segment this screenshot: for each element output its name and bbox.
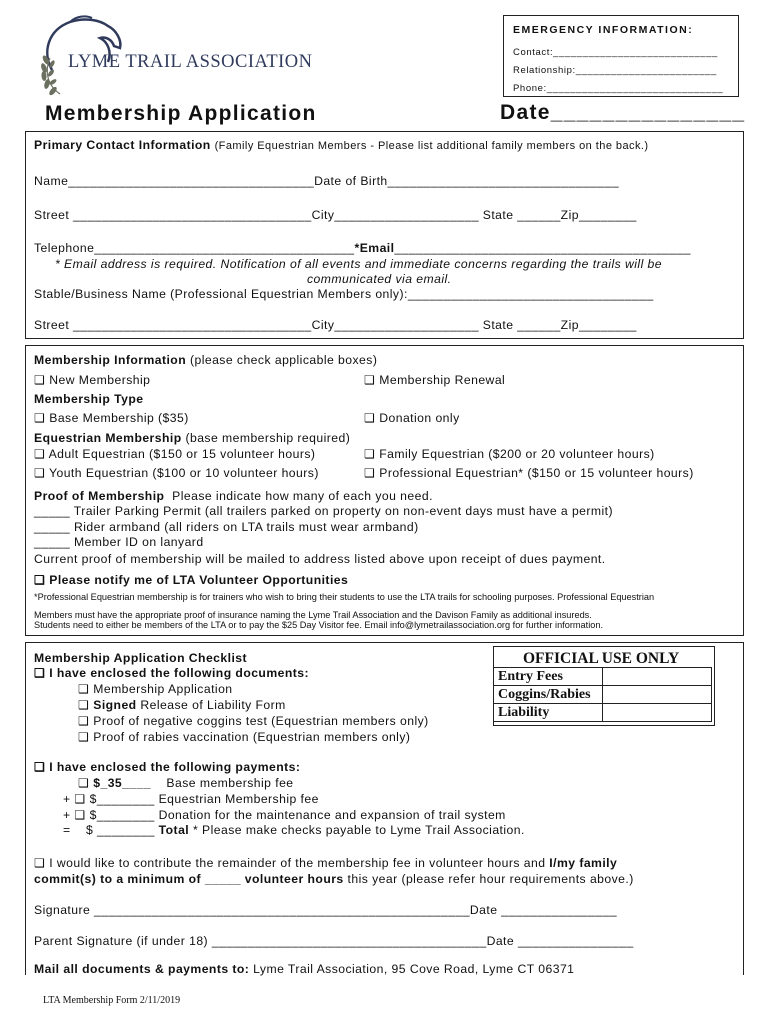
checklist-heading: Membership Application Checklist xyxy=(34,651,248,665)
emergency-info-box xyxy=(503,15,739,97)
emergency-title: EMERGENCY INFORMATION: xyxy=(513,24,694,36)
volunteer-hours-checkbox[interactable]: ❑ I would like to contribute the remainder of the membership fee in volunteer hours and I/my family xyxy=(34,856,618,870)
parent-signature-field[interactable]: Parent Signature (if under 18) ______________________________________Date ________________ xyxy=(34,934,634,948)
membership-type-heading: Membership Type xyxy=(34,392,144,406)
page-title: Membership Application xyxy=(45,102,317,125)
signature-field[interactable]: Signature ____________________________________________________Date ________________ xyxy=(34,903,617,917)
donation-checkbox[interactable]: ❑ Donation only xyxy=(364,411,460,425)
volunteer-hours-field[interactable]: commit(s) to a minimum of _____ volunteer hours this year (please refer hour requirements above.) xyxy=(34,872,634,886)
member-id-field[interactable]: _____ Member ID on lanyard xyxy=(34,535,204,549)
emergency-contact-field[interactable]: Contact:____________________________ xyxy=(513,47,718,58)
payment-base-row[interactable]: ❑ $_35____ Base membership fee xyxy=(78,776,294,790)
checkbox-icon: ❑ xyxy=(34,666,46,680)
base-membership-checkbox[interactable]: ❑ Base Membership ($35) xyxy=(34,411,189,425)
checkbox-icon: ❑ xyxy=(34,373,46,387)
fine-print-2: Members must have the appropriate proof of insurance naming the Lyme Trail Association and the Davison Family as additional insureds. xyxy=(34,610,592,620)
checkbox-icon: ❑ xyxy=(78,730,90,744)
official-row-value[interactable] xyxy=(603,704,712,722)
email-note-cont: communicated via email. xyxy=(307,272,452,286)
fine-print-1: *Professional Equestrian membership is for trainers who wish to bring their students to use the LTA trails for schooling purposes. Professional Equestrian xyxy=(34,592,655,602)
official-row-value[interactable] xyxy=(603,668,712,686)
primary-contact-section xyxy=(25,131,744,339)
checkbox-icon: ❑ xyxy=(74,808,86,822)
new-membership-checkbox[interactable]: ❑ New Membership xyxy=(34,373,151,387)
checkbox-icon: ❑ xyxy=(74,792,86,806)
checkbox-icon: ❑ xyxy=(34,466,46,480)
doc-release-checkbox[interactable]: ❑ Signed Release of Liability Form xyxy=(78,698,286,712)
checkbox-icon: ❑ xyxy=(78,714,90,728)
payment-donation-row[interactable]: + ❑ $________ Donation for the maintenance and expansion of trail system xyxy=(63,808,506,822)
family-equestrian-checkbox[interactable]: ❑ Family Equestrian ($200 or 20 volunteer hours) xyxy=(364,447,655,461)
logo-wordmark: LYME TRAIL ASSOCIATION xyxy=(68,52,313,72)
official-row-label: Entry Fees xyxy=(494,668,603,686)
official-row-value[interactable] xyxy=(603,686,712,704)
checkbox-icon: ❑ xyxy=(364,447,376,461)
checkbox-icon: ❑ xyxy=(34,856,46,870)
proof-heading: Proof of Membership Please indicate how many of each you need. xyxy=(34,489,433,503)
documents-checkbox[interactable]: ❑ I have enclosed the following documents: xyxy=(34,666,309,680)
checkbox-icon: ❑ xyxy=(364,373,376,387)
mail-instructions: Mail all documents & payments to: Lyme Trail Association, 95 Cove Road, Lyme CT 06371 xyxy=(34,962,575,976)
name-dob-field[interactable]: Name__________________________________Date of Birth________________________________ xyxy=(34,174,619,188)
telephone-email-field[interactable]: Telephone____________________________________*Email_________________________________________ xyxy=(34,241,691,255)
street-field-1[interactable]: Street _________________________________City____________________ State ______Zip________ xyxy=(34,208,637,222)
email-note: * Email address is required. Notification of all events and immediate concerns regarding the trails will be xyxy=(55,257,663,271)
checkbox-icon: ❑ xyxy=(364,411,376,425)
street-field-2[interactable]: Street _________________________________City____________________ State ______Zip________ xyxy=(34,318,637,332)
checkbox-icon: ❑ xyxy=(78,698,90,712)
payment-equestrian-row[interactable]: + ❑ $________ Equestrian Membership fee xyxy=(63,792,319,806)
primary-contact-heading: Primary Contact Information (Family Equestrian Members - Please list additional family members on the back.) xyxy=(34,138,649,152)
checkbox-icon: ❑ xyxy=(78,682,90,696)
payment-total-row[interactable]: = $ ________ Total * Please make checks payable to Lyme Trail Association. xyxy=(63,823,525,837)
volunteer-checkbox[interactable]: ❑ Please notify me of LTA Volunteer Opportunities xyxy=(34,573,349,587)
membership-heading: Membership Information (please check applicable boxes) xyxy=(34,353,378,367)
rider-armband-field[interactable]: _____ Rider armband (all riders on LTA trails must wear armband) xyxy=(34,520,419,534)
checkbox-icon: ❑ xyxy=(78,776,90,790)
fine-print-3: Students need to either be members of the LTA or to pay the $25 Day Visitor fee. Email info@lymetrailassociation.org for further information. xyxy=(34,620,604,630)
form-footer: LTA Membership Form 2/11/2019 xyxy=(43,995,181,1006)
professional-equestrian-checkbox[interactable]: ❑ Professional Equestrian* ($150 or 15 volunteer hours) xyxy=(364,466,694,480)
trailer-permit-field[interactable]: _____ Trailer Parking Permit (all trailers parked on property on non-event days must have a permit) xyxy=(34,504,614,518)
payments-checkbox[interactable]: ❑ I have enclosed the following payments: xyxy=(34,760,301,774)
emergency-relationship-field[interactable]: Relationship:________________________ xyxy=(513,65,717,76)
checkbox-icon: ❑ xyxy=(34,411,46,425)
checkbox-icon: ❑ xyxy=(34,760,46,774)
checkbox-icon: ❑ xyxy=(34,447,46,461)
youth-equestrian-checkbox[interactable]: ❑ Youth Equestrian ($100 or 10 volunteer hours) xyxy=(34,466,319,480)
renewal-checkbox[interactable]: ❑ Membership Renewal xyxy=(364,373,506,387)
doc-application-checkbox[interactable]: ❑ Membership Application xyxy=(78,682,233,696)
official-use-title: OFFICIAL USE ONLY xyxy=(523,650,680,667)
proof-mail-note: Current proof of membership will be mailed to address listed above upon receipt of dues payment. xyxy=(34,552,606,566)
business-name-field[interactable]: Stable/Business Name (Professional Equestrian Members only):__________________________________ xyxy=(34,287,654,301)
checkbox-icon: ❑ xyxy=(364,466,376,480)
equestrian-heading: Equestrian Membership (base membership required) xyxy=(34,431,351,445)
adult-equestrian-checkbox[interactable]: ❑ Adult Equestrian ($150 or 15 volunteer hours) xyxy=(34,447,316,461)
checkbox-icon: ❑ xyxy=(34,573,46,587)
official-use-table xyxy=(493,667,712,722)
emergency-phone-field[interactable]: Phone:______________________________ xyxy=(513,83,724,94)
official-row-label: Coggins/Rabies xyxy=(494,686,603,704)
doc-coggins-checkbox[interactable]: ❑ Proof of negative coggins test (Equestrian members only) xyxy=(78,714,429,728)
doc-rabies-checkbox[interactable]: ❑ Proof of rabies vaccination (Equestrian members only) xyxy=(78,730,411,744)
official-row-label: Liability xyxy=(494,704,603,722)
date-field[interactable]: Date_______________ xyxy=(500,101,746,124)
